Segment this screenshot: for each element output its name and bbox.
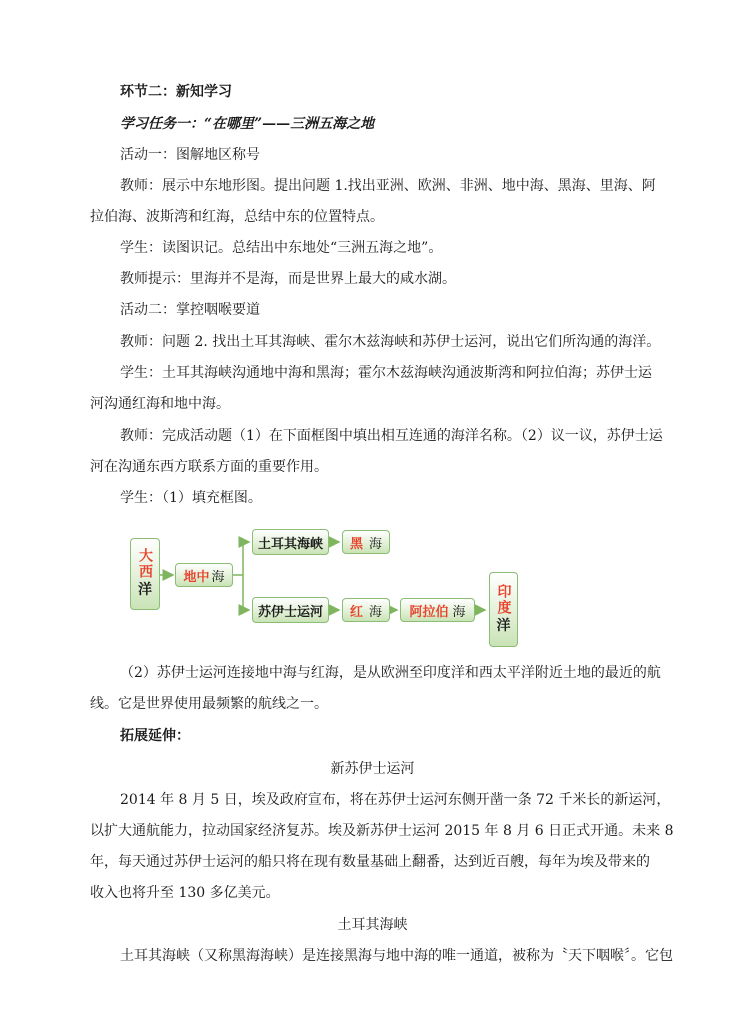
- answer-two-line: （2）苏伊士运河连接地中海与红海，是从欧洲至印度洋和西太平洋附近土地的最近的航: [120, 665, 661, 681]
- atlantic-ocean-box: [130, 538, 160, 610]
- indian-ocean-label: 印度: [495, 583, 512, 616]
- teacher-question-paragraph: 教师：问题 2. 找出土耳其海峡、霍尔木兹海峡和苏伊士运河，说出它们所沟通的海洋。: [120, 334, 661, 350]
- answer-two-line: 线。它是世界使用最频繁的航线之一。: [90, 696, 328, 712]
- turkish-strait-label: 土耳其海峡: [257, 536, 323, 552]
- teacher-task-line: 教师：完成活动题（1）在下面框图中填出相互连通的海洋名称。（2）议一议，苏伊士运: [120, 428, 663, 444]
- red-sea-box: [342, 598, 390, 622]
- arabian-sea-box: [400, 598, 475, 622]
- article-body-line: 以扩大通航能力，拉动国家经济复苏。埃及新苏伊士运河 2015 年 8 月 6 日正式开通。未来 8: [90, 823, 674, 839]
- indian-ocean-box: [489, 572, 518, 647]
- arabian-sea-suffix: 海: [452, 604, 466, 620]
- mediterranean-sea-suffix: 海: [211, 569, 225, 585]
- student-paragraph: 学生：读图识记。总结出中东地处“三洲五海之地”。: [120, 240, 443, 256]
- arabian-sea-label: 阿拉伯: [409, 604, 449, 620]
- mediterranean-sea-label: 地中: [183, 569, 210, 585]
- article-body-line: 收入也将升至 130 多亿美元。: [90, 885, 280, 901]
- teacher-paragraph-line: 教师：展示中东地形图。提出问题 1.找出亚洲、欧洲、非洲、地中海、黑海、里海、阿: [120, 178, 656, 194]
- task-heading: 学习任务一：“在哪里”——三洲五海之地: [120, 116, 375, 132]
- activity-one-title: 活动一：图解地区称号: [120, 147, 260, 163]
- student-answer-line: 河沟通红海和地中海。: [90, 396, 230, 412]
- indian-ocean-suffix: 洋: [496, 617, 511, 634]
- section-heading: 环节二：新知学习: [120, 84, 232, 100]
- student-answer-line: 学生：土耳其海峡沟通地中海和黑海；霍尔木兹海峡沟通波斯湾和阿拉伯海；苏伊士运: [120, 365, 652, 381]
- atlantic-ocean-suffix: 洋: [138, 582, 152, 598]
- article-title-turkish-strait: 土耳其海峡: [337, 917, 408, 933]
- suez-canal-label: 苏伊士运河: [257, 604, 323, 620]
- red-sea-suffix: 海: [369, 604, 383, 620]
- suez-canal-box: [252, 597, 329, 623]
- sea-connection-diagram: [125, 522, 525, 650]
- extension-heading: 拓展延伸：: [120, 728, 190, 744]
- article-title-new-suez: 新苏伊士运河: [330, 761, 415, 777]
- mediterranean-sea-box: [175, 563, 233, 587]
- student-fill-paragraph: 学生：（1）填充框图。: [120, 490, 262, 506]
- teacher-task-line: 河在沟通东西方联系方面的重要作用。: [90, 459, 328, 475]
- activity-two-title: 活动二：掌控咽喉要道: [120, 302, 260, 318]
- article-body-line: 土耳其海峡（又称黑海海峡）是连接黑海与地中海的唯一通道，被称为〝天下咽喉〞。它包: [120, 948, 673, 964]
- red-sea-label: 红: [349, 604, 363, 620]
- black-sea-suffix: 海: [369, 536, 383, 552]
- turkish-strait-box: [252, 529, 329, 555]
- teacher-tip-paragraph: 教师提示：里海并不是海，而是世界上最大的咸水湖。: [120, 271, 456, 287]
- black-sea-box: [342, 530, 390, 554]
- article-body-line: 年，每天通过苏伊士运河的船只将在现有数量基础上翻番，达到近百艘，每年为埃及带来的: [90, 854, 650, 870]
- atlantic-ocean-label: 大西: [137, 548, 153, 580]
- teacher-paragraph-line: 拉伯海、波斯湾和红海，总结中东的位置特点。: [90, 209, 384, 225]
- article-body-line: 2014 年 8 月 5 日，埃及政府宣布，将在苏伊士运河东侧开凿一条 72 千米长的新运河，: [120, 792, 671, 808]
- black-sea-label: 黑: [349, 536, 363, 552]
